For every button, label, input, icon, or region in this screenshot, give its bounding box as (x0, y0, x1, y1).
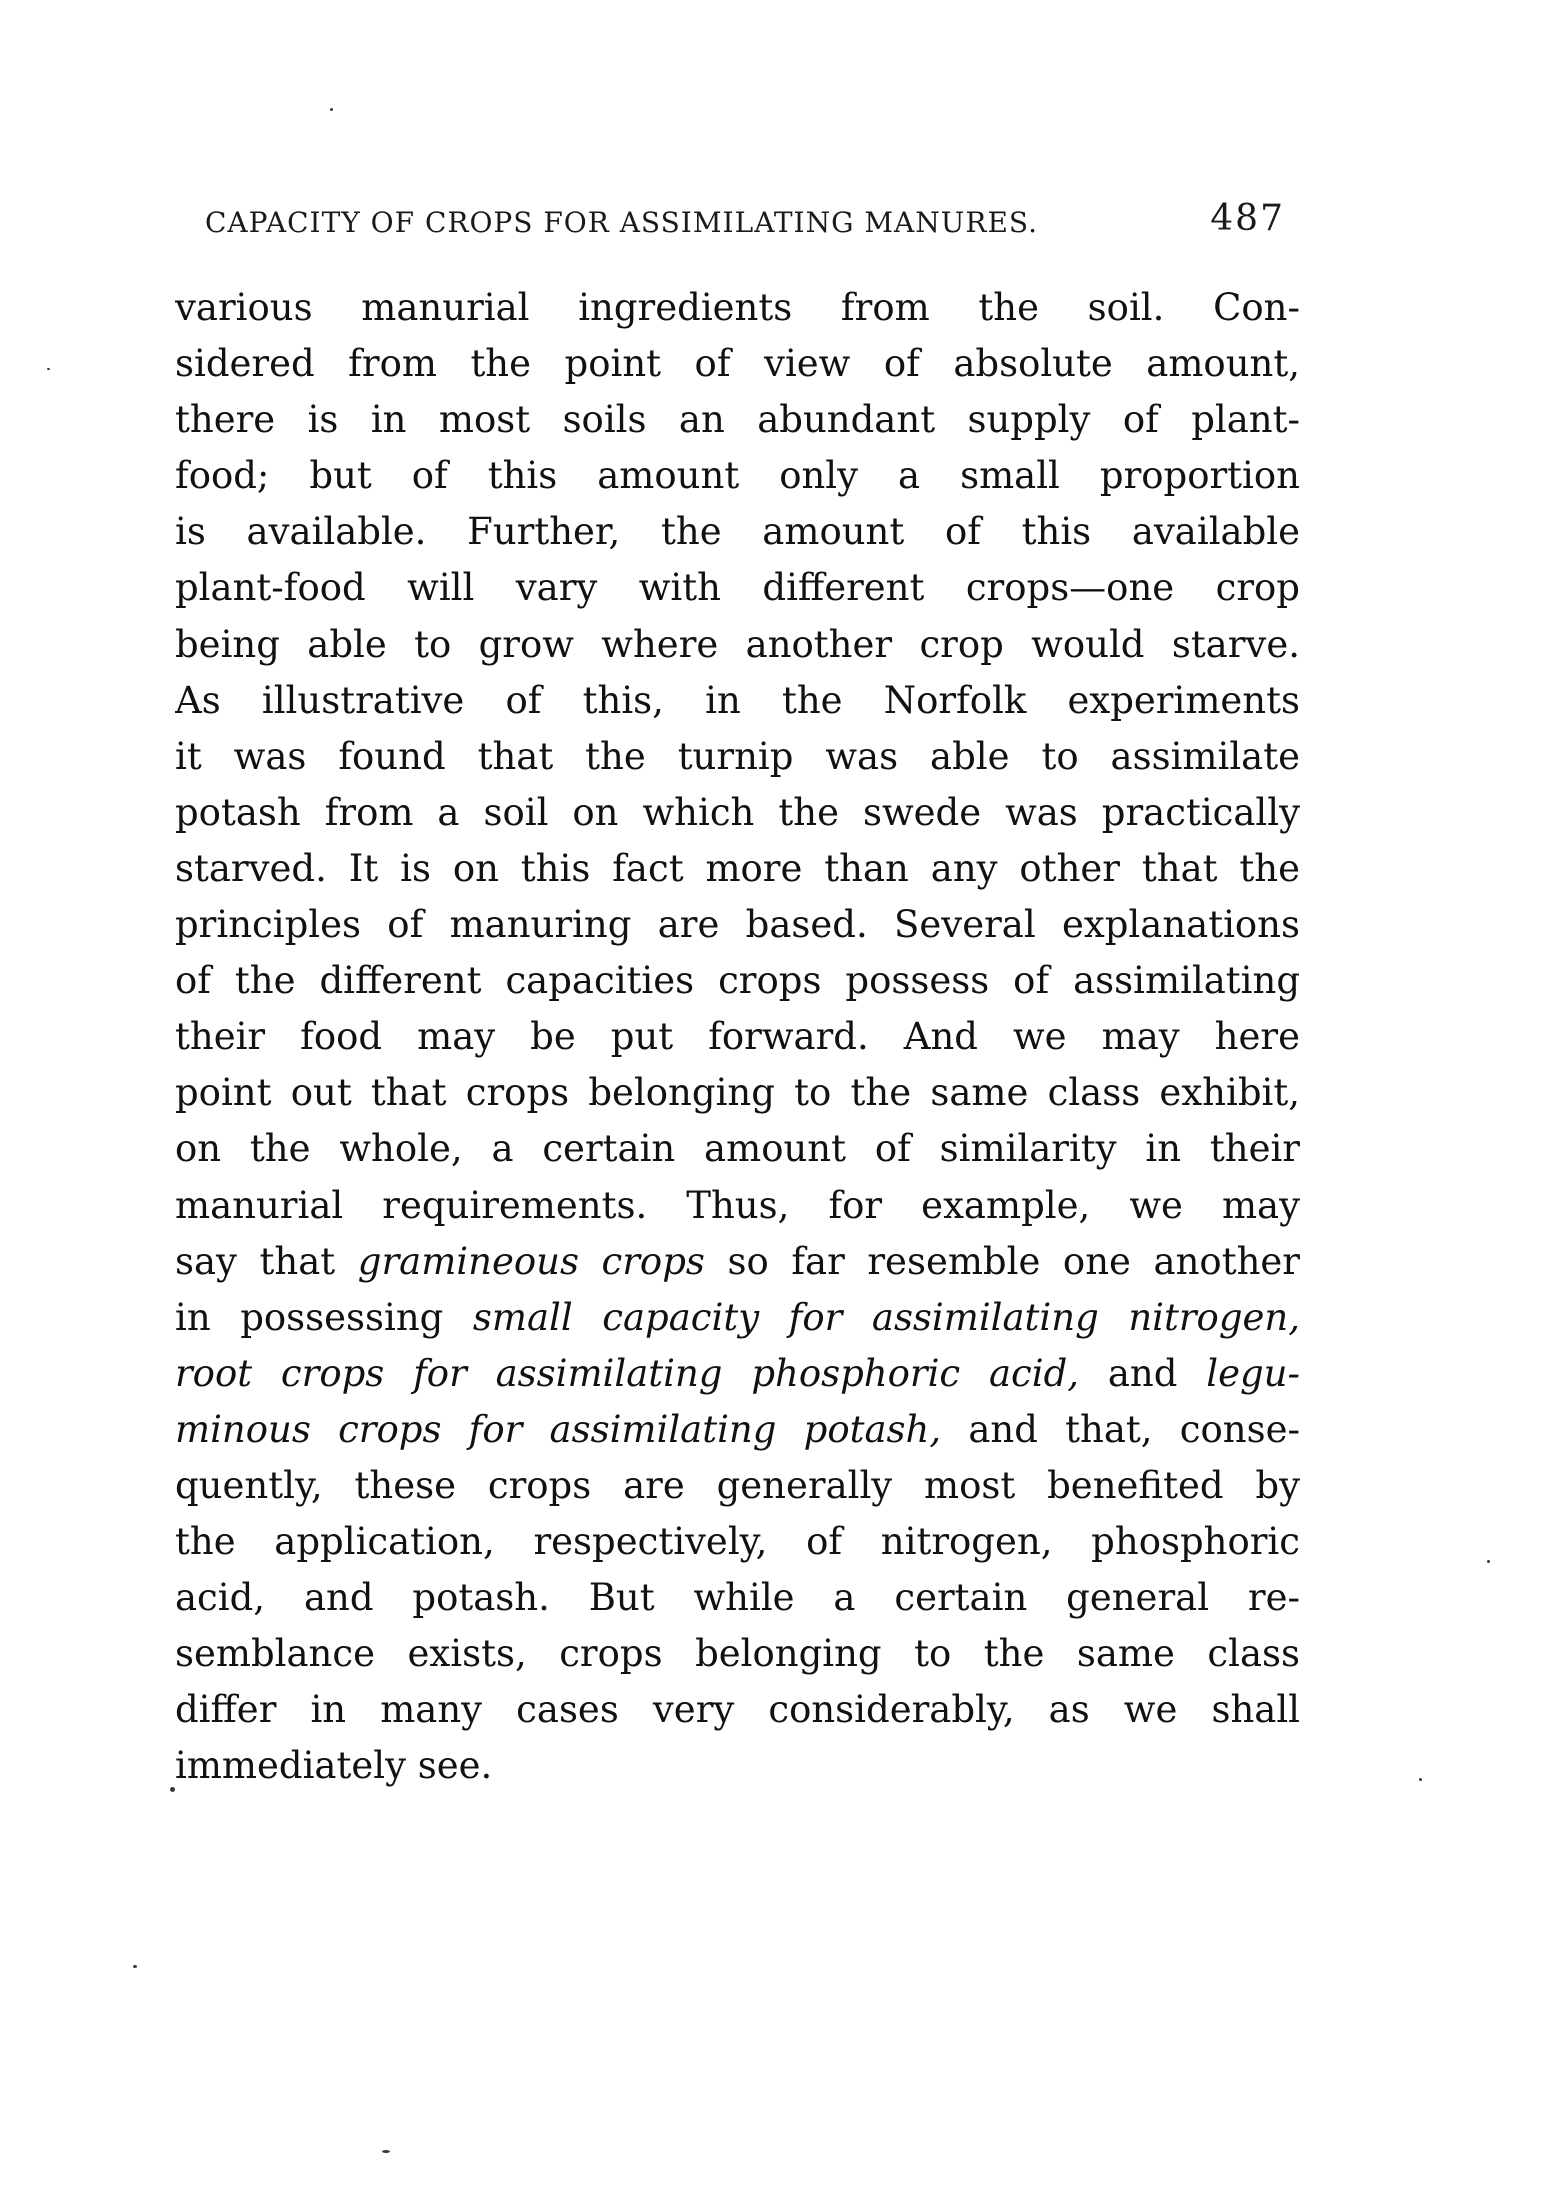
text-segment: their food may be put forward. And we may here (175, 1015, 1300, 1059)
text-line (175, 504, 1300, 560)
text-segment: principles of manuring are based. Several explanations (175, 903, 1300, 947)
text-segment: and that, conse- (941, 1407, 1300, 1451)
text-segment: the application, respectively, of nitrogen, phosphoric (175, 1520, 1300, 1564)
text-segment: various manurial ingredients from the soil. Con- (175, 286, 1300, 329)
running-head-title: CAPACITY OF CROPS FOR ASSIMILATING MANURES. (205, 206, 1038, 239)
text-line (175, 336, 1300, 392)
scan-speck (382, 2150, 390, 2153)
text-line (175, 1009, 1300, 1065)
scan-speck (1419, 1778, 1422, 1781)
running-head (205, 198, 1285, 248)
text-segment: semblance exists, crops belonging to the same class (175, 1632, 1300, 1676)
text-line (175, 1514, 1300, 1570)
text-line (175, 392, 1300, 448)
text-line (175, 673, 1300, 729)
text-line (175, 617, 1300, 673)
text-segment: in possessing (175, 1295, 473, 1339)
text-line (175, 785, 1300, 841)
text-line (175, 1682, 1300, 1738)
text-line (175, 448, 1300, 504)
text-segment: plant-food will vary with different crops—one crop (175, 566, 1300, 610)
text-segment: food; but of this amount only a small proportion (175, 454, 1300, 498)
italic-text: minous crops for assimilating potash, (175, 1407, 942, 1451)
text-line (175, 560, 1300, 616)
text-segment: of the different capacities crops possess of assimilating (175, 959, 1300, 1003)
text-line (175, 841, 1300, 897)
text-segment: say that (175, 1239, 358, 1283)
text-segment: manurial requirements. Thus, for example, we may (175, 1183, 1300, 1227)
text-line (175, 1234, 1300, 1290)
text-segment: potash from a soil on which the swede was practically (175, 790, 1300, 834)
text-segment: As illustrative of this, in the Norfolk experiments (175, 678, 1300, 722)
scan-speck (170, 1787, 175, 1792)
text-line (175, 953, 1300, 1009)
body-paragraph (175, 280, 1300, 1795)
text-segment: sidered from the point of view of absolute amount, (175, 342, 1300, 386)
text-line (175, 897, 1300, 953)
text-line (175, 1402, 1300, 1458)
text-line (175, 1570, 1300, 1626)
text-segment: and (1079, 1351, 1207, 1395)
text-segment: quently, these crops are generally most benefited by (175, 1463, 1300, 1507)
text-segment: immediately see. (175, 1744, 493, 1788)
text-line (175, 1290, 1300, 1346)
text-line (175, 1178, 1300, 1234)
text-segment: there is in most soils an abundant supply of plant- (175, 398, 1300, 442)
text-segment: point out that crops belonging to the same class exhibit, (175, 1071, 1300, 1115)
text-line (175, 1738, 1300, 1794)
text-line (175, 1458, 1300, 1514)
italic-text: small capacity for assimilating nitrogen, (472, 1295, 1300, 1339)
text-segment: on the whole, a certain amount of similarity in their (175, 1127, 1300, 1171)
scan-speck (330, 108, 333, 111)
text-segment: acid, and potash. But while a certain general re- (175, 1576, 1300, 1620)
italic-text: gramineous crops (357, 1239, 705, 1283)
text-segment: being able to grow where another crop would starve. (175, 622, 1300, 666)
scan-speck (133, 1965, 137, 1968)
page-number: 487 (1210, 198, 1285, 239)
scan-speck (47, 368, 50, 370)
text-segment: is available. Further, the amount of this available (175, 510, 1300, 554)
text-line (175, 1346, 1300, 1402)
scan-speck (1487, 1560, 1490, 1563)
text-segment: starved. It is on this fact more than any other that the (175, 846, 1300, 890)
text-line (175, 729, 1300, 785)
italic-text: root crops for assimilating phosphoric acid, (175, 1351, 1080, 1395)
italic-text: legu- (1206, 1351, 1300, 1395)
text-line (175, 280, 1300, 336)
text-line (175, 1121, 1300, 1177)
text-line (175, 1626, 1300, 1682)
text-segment: differ in many cases very considerably, as we shall (175, 1688, 1300, 1732)
text-segment: it was found that the turnip was able to assimilate (175, 734, 1300, 778)
text-line (175, 1065, 1300, 1121)
text-segment: so far resemble one another (704, 1239, 1300, 1283)
